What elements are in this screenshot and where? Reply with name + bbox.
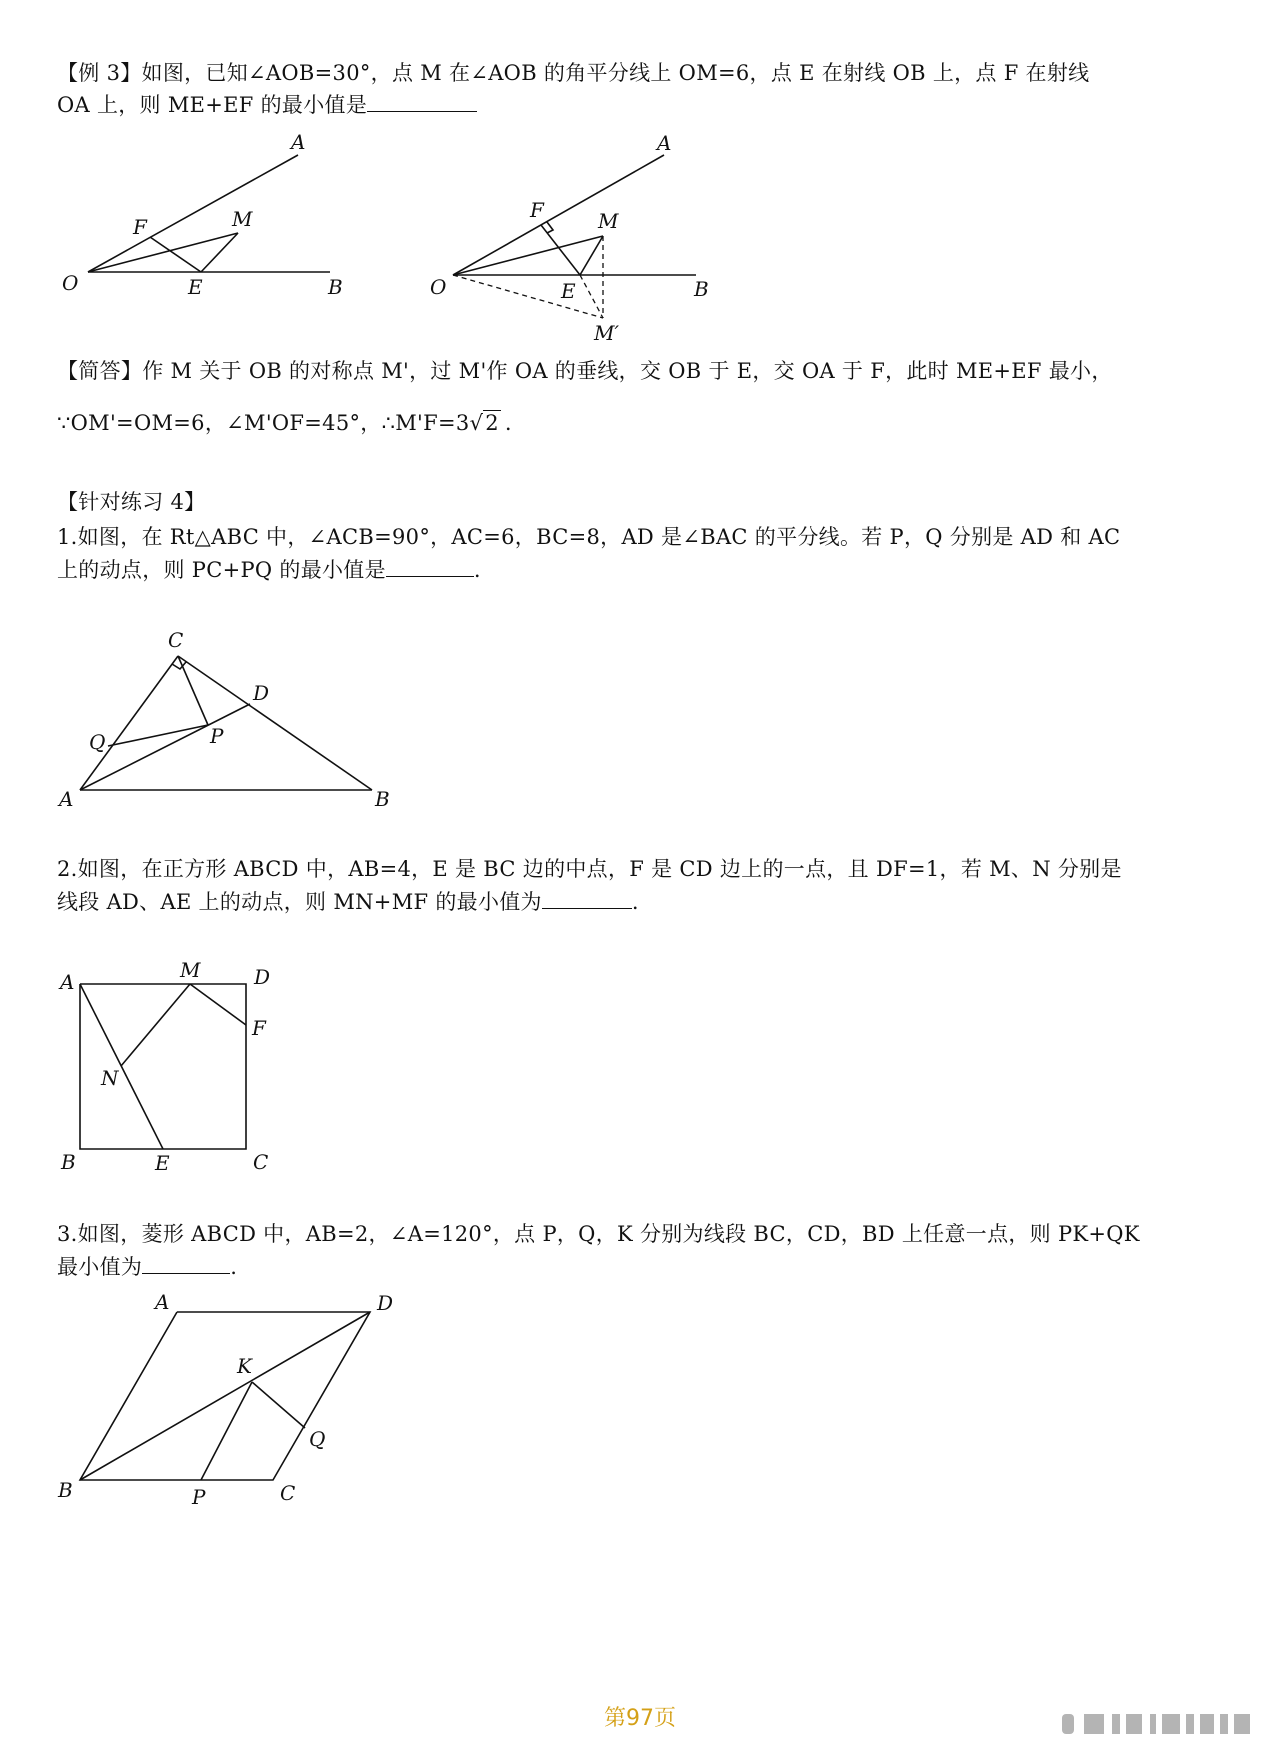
segment-pk — [201, 1382, 252, 1480]
label-p-q3: P — [192, 1485, 206, 1509]
label-a-q3: A — [155, 1290, 170, 1314]
example3-answer-line1: 【简答】作 M 关于 OB 的对称点 M'，过 M'作 OA 的垂线，交 OB 于 E，交 OA 于 F，此时 ME+EF 最小， — [57, 359, 1113, 383]
label-n-q2: N — [101, 1066, 119, 1090]
practice-heading: 【针对练习 4】 — [57, 490, 206, 514]
q1-line2-end: . — [473, 558, 481, 582]
barcode-watermark-icon — [1062, 1711, 1252, 1737]
sqrt-radicand: 2 — [485, 411, 499, 435]
q2-line2-end: . — [631, 890, 639, 914]
label-m-2: M — [598, 209, 619, 233]
label-e: E — [188, 275, 203, 299]
label-a-2: A — [657, 131, 672, 155]
q1-line1: 1.如图，在 Rt△ABC 中，∠ACB=90°，AC=6，BC=8，AD 是∠BAC 的平分线。若 P，Q 分别是 AD 和 AC — [57, 525, 1121, 549]
label-d-q2: D — [254, 965, 271, 989]
label-b-q1: B — [375, 787, 390, 811]
q3-line2-text: 最小值为 — [57, 1255, 143, 1279]
label-m-q2: M — [180, 958, 201, 982]
label-f-q2: F — [252, 1016, 266, 1040]
q2-line2-text: 线段 AD、AE 上的动点，则 MN+MF 的最小值为 — [57, 890, 542, 914]
label-o-2: O — [430, 275, 447, 299]
label-b: B — [328, 275, 343, 299]
label-d-q3: D — [377, 1291, 394, 1315]
label-a-q2: A — [60, 970, 75, 994]
q1-line2-text: 上的动点，则 PC+PQ 的最小值是 — [57, 558, 386, 582]
label-c-q2: C — [253, 1150, 269, 1174]
label-e-2: E — [561, 279, 576, 303]
q3-line1: 3.如图，菱形 ABCD 中，AB=2，∠A=120°，点 P，Q，K 分别为线段 BC，CD，BD 上任意一点，则 PK+QK — [57, 1222, 1140, 1246]
label-f-2: F — [530, 198, 544, 222]
label-a-q1: A — [59, 787, 74, 811]
example3-line2-text: OA 上，则 ME+EF 的最小值是 — [57, 93, 368, 117]
label-k-q3: K — [237, 1354, 252, 1378]
label-q-q3: Q — [309, 1427, 326, 1451]
label-b-2: B — [694, 277, 709, 301]
page-number: 第97页 — [604, 1706, 676, 1731]
answer-line2-suffix: . — [504, 411, 512, 435]
label-o: O — [62, 271, 79, 295]
label-f: F — [133, 215, 147, 239]
label-a: A — [291, 130, 306, 154]
label-m: M — [232, 207, 253, 231]
label-m-prime: M′ — [594, 321, 620, 345]
label-c: C — [168, 628, 184, 652]
label-e-q2: E — [155, 1151, 170, 1175]
diagonal-bd — [80, 1312, 370, 1480]
example3-line1: 【例 3】如图，已知∠AOB=30°，点 M 在∠AOB 的角平分线上 OM=6，点 E 在射线 OB 上，点 F 在射线 — [57, 61, 1090, 85]
label-q: Q — [89, 730, 106, 754]
label-d: D — [253, 681, 270, 705]
label-b-q3: B — [58, 1478, 73, 1502]
answer-line2-prefix: ∵OM'=OM=6，∠M'OF=45°，∴M'F=3 — [57, 411, 470, 435]
label-p: P — [210, 724, 224, 748]
label-b-q2: B — [61, 1150, 76, 1174]
segment-kq — [252, 1382, 305, 1428]
q3-line2-end: . — [230, 1255, 238, 1279]
label-c-q3: C — [280, 1481, 296, 1505]
q2-line1: 2.如图，在正方形 ABCD 中，AB=4，E 是 BC 边的中点，F 是 CD 边上的一点，且 DF=1，若 M、N 分别是 — [57, 857, 1122, 881]
sqrt-sign: √ — [469, 411, 484, 435]
